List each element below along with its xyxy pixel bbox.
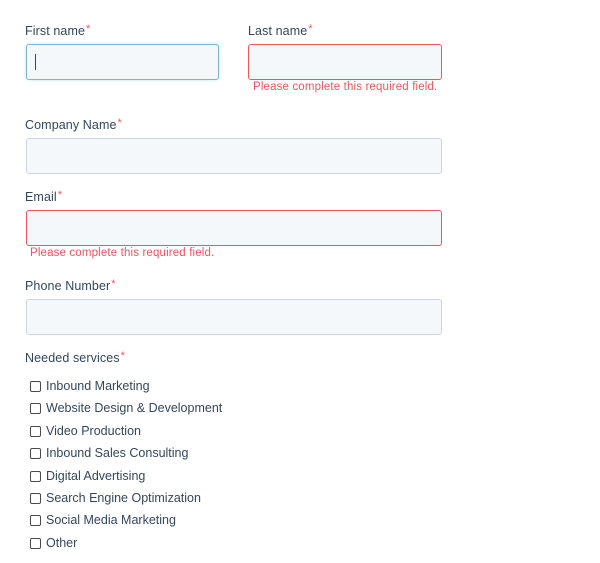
checkbox[interactable] <box>30 515 41 526</box>
email-label-text: Email <box>25 190 57 204</box>
checkbox[interactable] <box>30 381 41 392</box>
last-name-label <box>248 24 313 38</box>
last-name-label-text: Last name <box>248 24 308 38</box>
service-option-label: Website Design & Development <box>46 401 223 415</box>
last-name-error: Please complete this required field. <box>253 81 438 93</box>
checkbox[interactable] <box>30 493 41 504</box>
service-option-video-production[interactable] <box>30 422 141 440</box>
checkbox[interactable] <box>30 426 41 437</box>
required-marker: * <box>120 350 125 362</box>
service-option-label: Search Engine Optimization <box>46 491 201 505</box>
first-name-input[interactable] <box>26 44 219 80</box>
phone-number-input[interactable] <box>26 299 442 335</box>
checkbox[interactable] <box>30 471 41 482</box>
phone-number-label <box>25 279 116 293</box>
required-marker: * <box>117 117 122 129</box>
service-option-label: Video Production <box>46 424 141 438</box>
service-option-website-design[interactable] <box>30 399 222 417</box>
service-option-seo[interactable] <box>30 489 201 507</box>
needed-services-label-text: Needed services <box>25 351 120 365</box>
last-name-input[interactable] <box>248 44 442 80</box>
service-option-other[interactable] <box>30 534 77 552</box>
service-option-inbound-marketing[interactable] <box>30 377 150 395</box>
email-error: Please complete this required field. <box>30 247 215 259</box>
email-input[interactable] <box>26 210 442 246</box>
service-option-label: Inbound Marketing <box>46 379 150 393</box>
company-name-input[interactable] <box>26 138 442 174</box>
email-label <box>25 190 62 204</box>
required-marker: * <box>86 23 91 35</box>
needed-services-label <box>25 351 125 365</box>
checkbox[interactable] <box>30 403 41 414</box>
service-option-label: Digital Advertising <box>46 469 146 483</box>
first-name-label <box>25 24 90 38</box>
company-name-label-text: Company Name <box>25 118 117 132</box>
text-cursor <box>35 54 36 70</box>
required-marker: * <box>308 23 313 35</box>
company-name-label <box>25 118 122 132</box>
service-option-inbound-sales-consulting[interactable] <box>30 444 188 462</box>
service-option-digital-advertising[interactable] <box>30 467 145 485</box>
required-marker: * <box>111 278 116 290</box>
service-option-label: Social Media Marketing <box>46 513 176 527</box>
first-name-label-text: First name <box>25 24 86 38</box>
checkbox[interactable] <box>30 538 41 549</box>
service-option-label: Inbound Sales Consulting <box>46 446 189 460</box>
required-marker: * <box>57 189 63 201</box>
checkbox[interactable] <box>30 448 41 459</box>
service-option-label: Other <box>46 536 78 550</box>
service-option-social-media-marketing[interactable] <box>30 511 176 529</box>
phone-number-label-text: Phone Number <box>25 279 111 293</box>
